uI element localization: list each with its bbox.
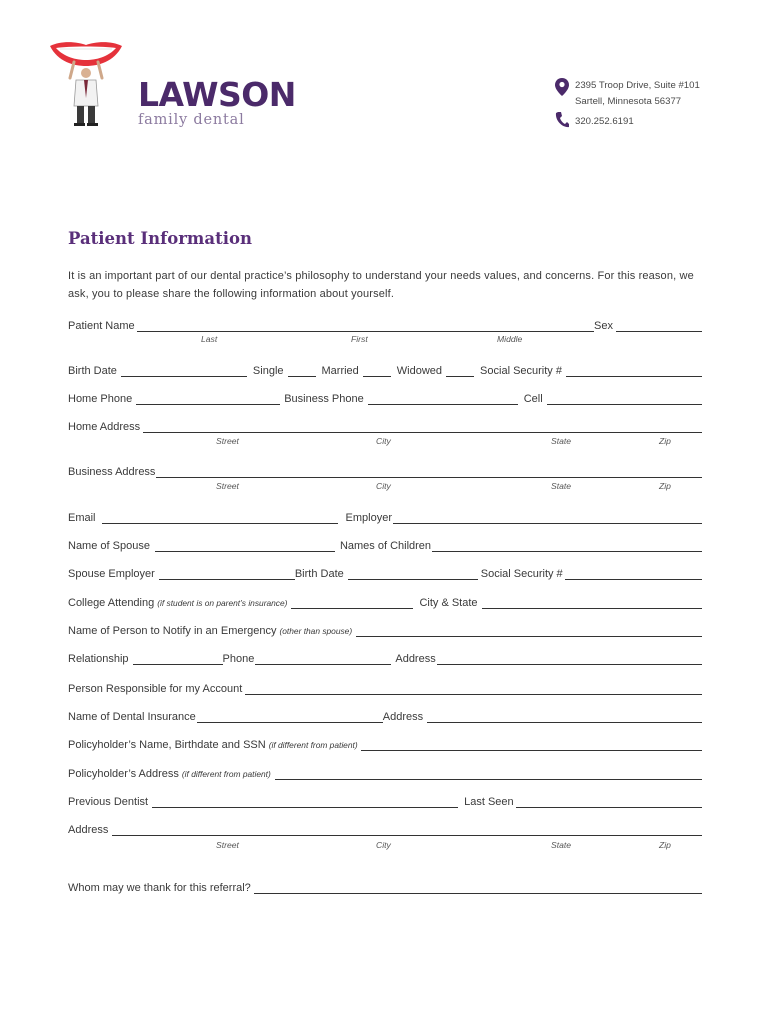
previous-dentist-field[interactable] (152, 806, 458, 808)
brand-subtitle: family dental (138, 112, 245, 128)
birth-date-field[interactable] (121, 375, 247, 377)
employer-label: Employer (345, 512, 392, 524)
city-state-label: City & State (419, 597, 478, 609)
business-address-field[interactable] (156, 476, 702, 478)
responsible-field[interactable] (245, 693, 702, 695)
city-state-field[interactable] (482, 607, 702, 609)
email-employer-row (68, 511, 702, 525)
dentist-address-field[interactable] (112, 834, 702, 836)
policyholder-note: (if different from patient) (268, 740, 358, 750)
college-field[interactable] (291, 607, 413, 609)
business-phone-label: Business Phone (284, 393, 364, 405)
email-label: Email (68, 512, 96, 524)
state-caption: State (551, 840, 572, 850)
business-phone-field[interactable] (368, 403, 518, 405)
last-seen-field[interactable] (516, 806, 702, 808)
relationship-address-field[interactable] (437, 663, 702, 665)
last-seen-label: Last Seen (464, 796, 514, 808)
married-label: Married (321, 365, 359, 377)
phone-row-fields (68, 392, 702, 406)
emergency-field[interactable] (356, 635, 702, 637)
email-field[interactable] (102, 522, 338, 524)
policyholder-field[interactable] (361, 749, 702, 751)
patient-name-row (68, 319, 702, 333)
policyholder-row (68, 738, 702, 752)
relationship-row (68, 652, 702, 666)
street-caption: Street (216, 436, 239, 446)
single-label: Single (252, 365, 284, 377)
sex-field[interactable] (616, 330, 702, 332)
responsible-label: Person Responsible for my Account (68, 683, 243, 695)
cell-field[interactable] (547, 403, 702, 405)
business-address-label: Business Address (68, 466, 156, 478)
college-row (68, 596, 702, 610)
phone-number: 320.252.6191 (575, 116, 634, 127)
referral-field[interactable] (254, 892, 702, 894)
dentist-address-row (68, 823, 702, 837)
birth-marital-row (68, 364, 702, 378)
name-of-spouse-label: Name of Spouse (68, 540, 150, 552)
city-caption: City (376, 436, 391, 446)
emergency-row (68, 624, 702, 638)
street-caption: Street (216, 481, 239, 491)
home-phone-field[interactable] (136, 403, 280, 405)
state-caption: State (551, 481, 572, 491)
relationship-label: Relationship (68, 653, 129, 665)
contact-block (555, 78, 700, 130)
emergency-note: (other than spouse) (279, 626, 353, 636)
ssn-label: Social Security # (480, 365, 562, 377)
referral-row (68, 881, 702, 895)
insurance-row (68, 710, 702, 724)
intro-text: It is an important part of our dental practice’s philosophy to understand your needs values, and concerns. For this reason, we ask, you to please share the following information about yourself. (68, 270, 694, 300)
ssn-field[interactable] (566, 375, 702, 377)
lawson-logo (48, 40, 296, 132)
phone-icon (555, 112, 569, 128)
insurance-field[interactable] (197, 721, 383, 723)
home-address-label: Home Address (68, 421, 141, 433)
relationship-phone-label: Phone (222, 653, 255, 665)
college-label: College Attending (68, 597, 155, 609)
married-field[interactable] (363, 375, 391, 377)
emergency-label: Name of Person to Notify in an Emergency (68, 625, 277, 637)
spouse-birth-date-label: Birth Date (294, 568, 344, 580)
business-address-row (68, 465, 702, 479)
mascot-smile-icon (48, 40, 136, 132)
address-line-1: 2395 Troop Drive, Suite #101 (575, 80, 700, 91)
insurance-label: Name of Dental Insurance (68, 711, 196, 723)
policyholder-address-row (68, 767, 702, 781)
referral-label: Whom may we thank for this referral? (68, 882, 251, 894)
name-of-spouse-field[interactable] (155, 550, 335, 552)
state-caption: State (551, 436, 572, 446)
relationship-phone-field[interactable] (255, 663, 391, 665)
home-address-row (68, 420, 702, 434)
policyholder-address-label: Policyholder’s Address (68, 768, 179, 780)
middle-name-caption: Middle (497, 334, 523, 344)
phone-row (555, 114, 700, 130)
widowed-field[interactable] (446, 375, 474, 377)
city-caption: City (376, 481, 391, 491)
insurance-address-label: Address (382, 711, 424, 723)
relationship-address-label: Address (395, 653, 436, 665)
patient-name-field[interactable] (137, 330, 594, 332)
zip-caption: Zip (659, 840, 671, 850)
spouse-employer-label: Spouse Employer (68, 568, 155, 580)
zip-caption: Zip (659, 481, 671, 491)
home-phone-label: Home Phone (68, 393, 133, 405)
insurance-address-field[interactable] (427, 721, 702, 723)
last-name-caption: Last (201, 334, 218, 344)
spouse-employer-field[interactable] (159, 578, 295, 580)
spouse-birth-date-field[interactable] (348, 578, 478, 580)
address-row (555, 78, 700, 110)
previous-dentist-label: Previous Dentist (68, 796, 149, 808)
policyholder-label: Policyholder’s Name, Birthdate and SSN (68, 739, 266, 751)
previous-dentist-row (68, 795, 702, 809)
brand-name: LAWSON (138, 75, 296, 114)
zip-caption: Zip (659, 436, 671, 446)
spouse-children-row (68, 539, 702, 553)
spouse-ssn-field[interactable] (565, 578, 702, 580)
cell-label: Cell (523, 393, 543, 405)
location-pin-icon (555, 78, 569, 96)
college-note: (if student is on parent’s insurance) (157, 598, 288, 608)
home-address-field[interactable] (143, 431, 702, 433)
street-caption: Street (216, 840, 239, 850)
first-name-caption: First (351, 334, 368, 344)
policyholder-address-note: (if different from patient) (181, 769, 271, 779)
page-title: Patient Information (68, 229, 252, 248)
birth-date-label: Birth Date (68, 365, 117, 377)
policyholder-address-field[interactable] (275, 778, 702, 780)
city-caption: City (376, 840, 391, 850)
responsible-row (68, 682, 702, 696)
dentist-address-label: Address (68, 824, 109, 836)
spouse-employer-row (68, 567, 702, 581)
widowed-label: Widowed (396, 365, 443, 377)
relationship-field[interactable] (133, 663, 223, 665)
sex-label: Sex (594, 320, 613, 332)
single-field[interactable] (288, 375, 316, 377)
address-line-2: Sartell, Minnesota 56377 (575, 96, 682, 107)
employer-field[interactable] (393, 522, 702, 524)
names-of-children-label: Names of Children (339, 540, 432, 552)
spouse-ssn-label: Social Security # (480, 568, 563, 580)
names-of-children-field[interactable] (432, 550, 702, 552)
patient-name-label: Patient Name (68, 320, 135, 332)
